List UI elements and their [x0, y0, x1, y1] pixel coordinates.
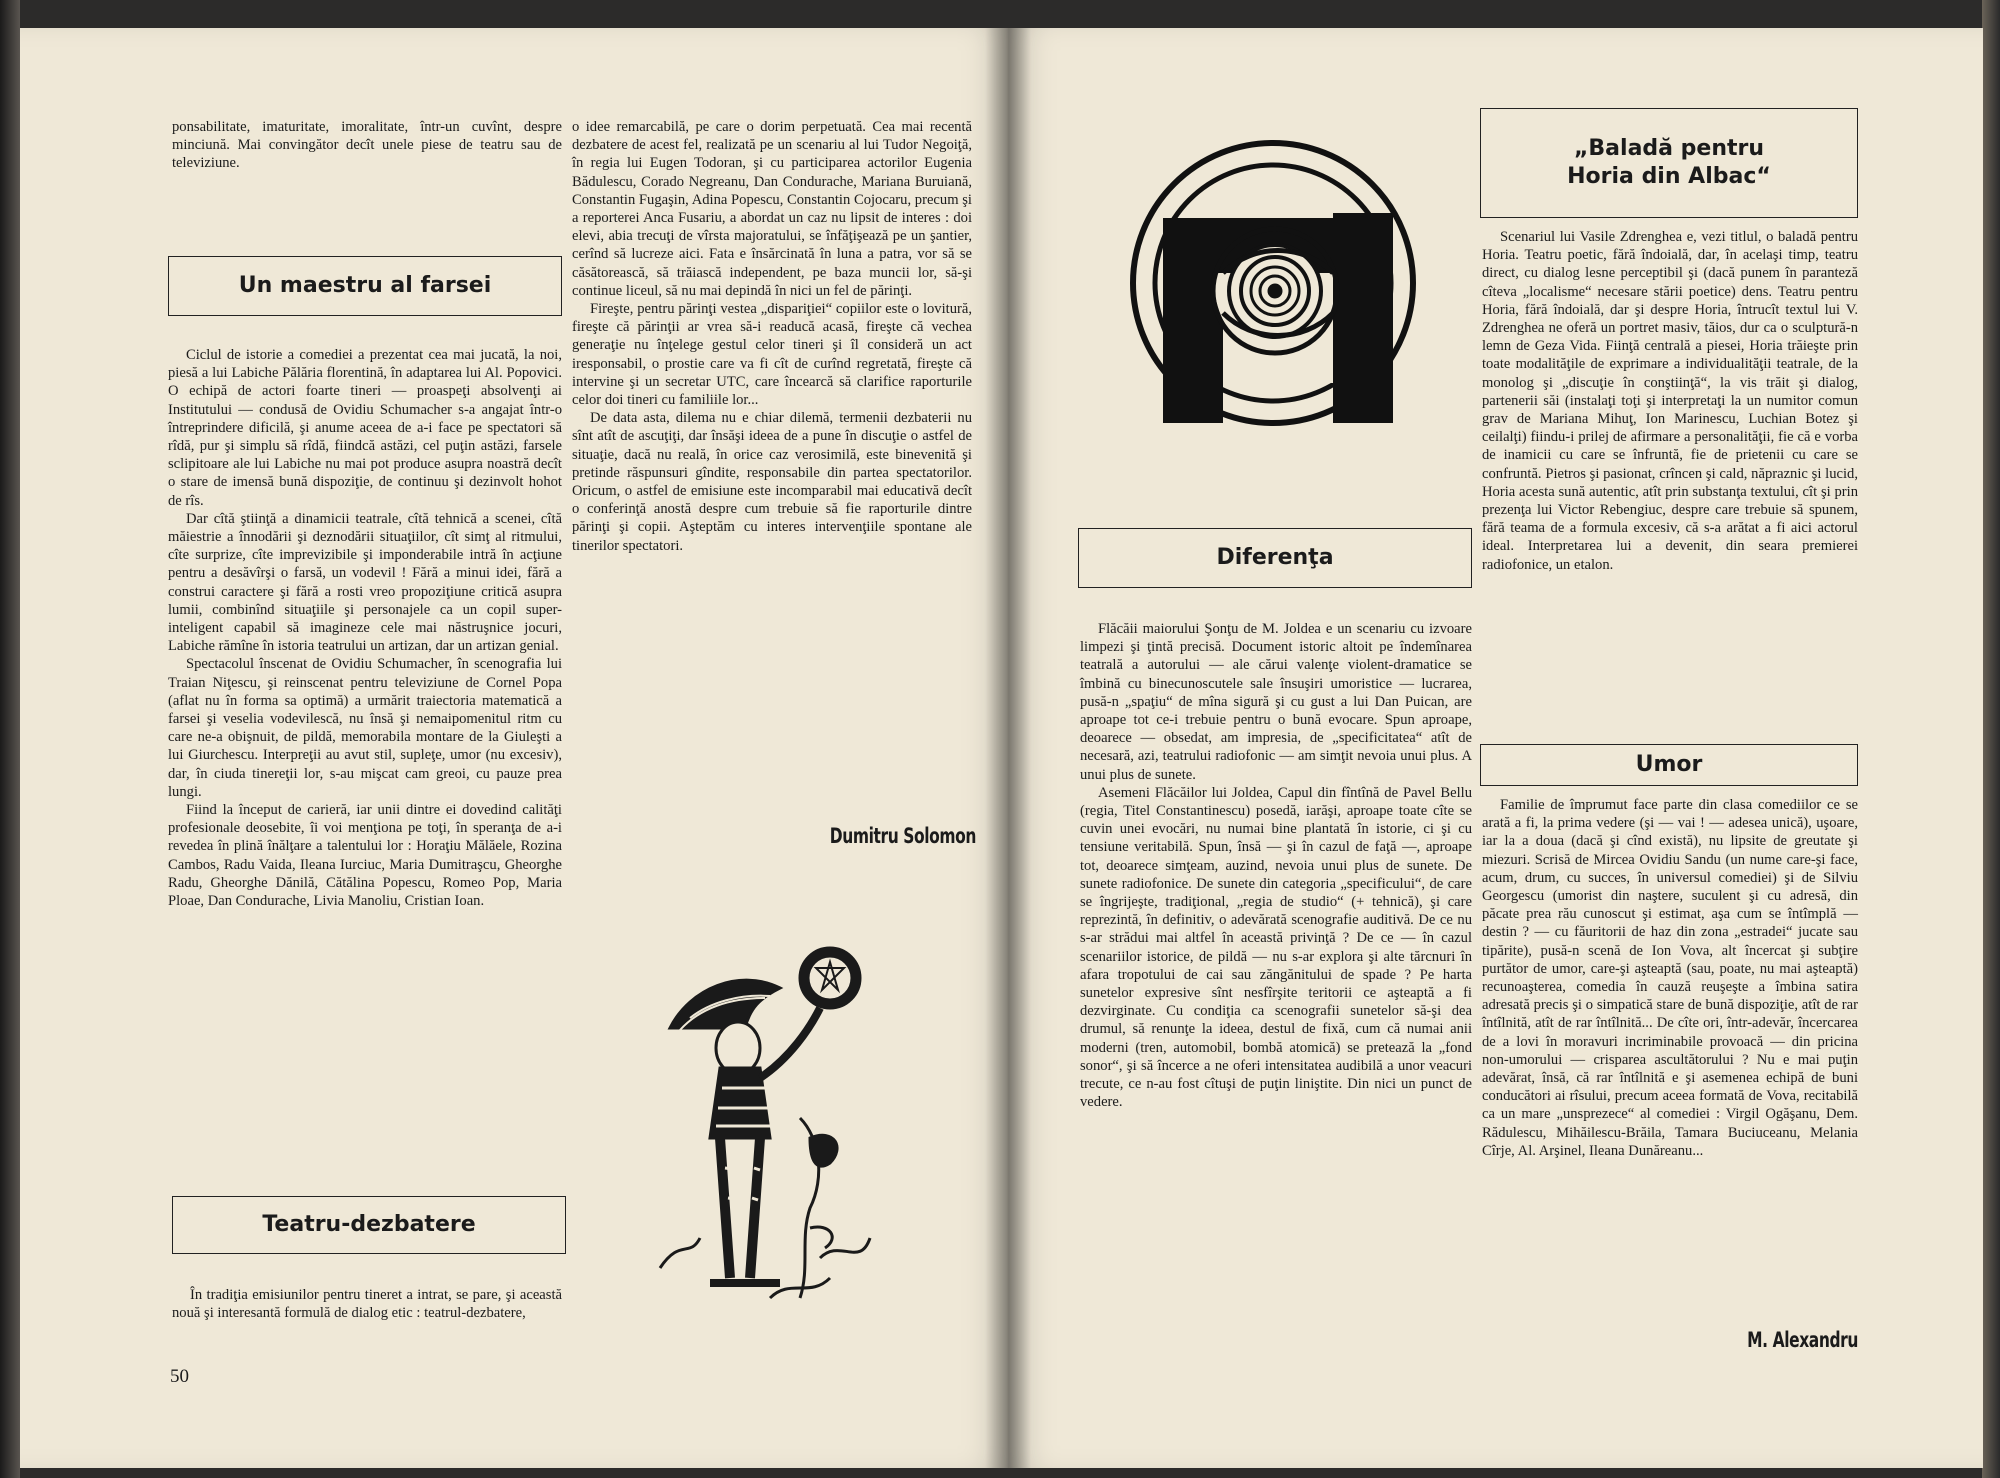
right-page	[1008, 28, 1983, 1468]
article-dezbatere-start	[172, 1286, 562, 1322]
umor-paragraph-1: Familie de împrumut face parte din clasa comediilor ce se arată a fi, la prima vedere (şi — vai ! — adesea unică), uşoare, iar la a doua (dacă şi cînd există), nu lipsite de greutate şi miezuri. Scrisă de Mircea Ovidiu Sandu (un nume care-şi face, acum, drum, cu succes, în universul comediei) şi de Silviu Georgescu (umorist din naştere, suculent şi cu adresă, din păcate prea rău cunoscut şi estimat, aşa cum se întîmplă — destin ? — cu făuritorii de haz din zona „estradei“ jucate sau tipărite), pusă-n scenă de Ion Vova, alt încercat şi subţire purtător de umor, care-şi aşteaptă (sau, poate, nu mai aşteaptă) recunoaşterea, comedia în cauză reuşeşte a îmbina satira adresată precis şi o simpatică stare de bună dispoziţie, atît de rar întîlnită, atît de rar întîlnită... De cîte ori, într-adevăr, încercarea de a lovi în moravuri incriminabile provoacă — din pricina non-umorului — crisparea ascultătorului ? Nu e mai puţin adevărat, însă, că rar întîlnită e şi asemenea echipă de buni conducători ai rîsului, precum aceea formată de Vova, recitabilă ca un mare „unsprezece“ al comediei : Virgil Ogăşanu, Dem. Rădulescu, Mihăilescu-Brăila, Tamara Buciuceanu, Melania Cîrje, Al. Arşinel, Ileana Dunăreanu...	[1482, 797, 1858, 1159]
carryover-text: ponsabilitate, imaturitate, imoralitate, într-un cuvînt, despre minciună. Mai convingător decît unele piese de teatru sau de televiziune.	[172, 119, 562, 172]
article-umor-body	[1482, 796, 1858, 1160]
balada-paragraph-1: Scenariul lui Vasile Zdrenghea e, vezi titlul, o baladă pentru Horia. Teatru poetic, fără îndoială, dar, în acelaşi timp, teatru direct, cu dialog lesne perceptibil şi (dacă punem în paranteză cîteva „localisme“ necesare stării poetice) dens. Teatru pentru Horia, fără îndoială, dar şi despre Horia, întrucît textul lui V. Zdrenghea ne oferă un portret masiv, tăios, dur ca o sculptură-n lemn de Geza Vida. Fiinţă centrală a piesei, Horia trăieşte prin toate modalităţile de exprimare a individualităţii teatrale, de la monolog şi „discuţie în conştiinţă“, la vis trăit şi dialog, partenerii săi (instalaţi toţi şi interpretaţi la un numitor comun grav de Mariana Mihuţ, Ion Marinescu, Luchian Botez şi ceilalţi) fiindu-i prilej de afirmare a personalităţii, fie că e vorba de inamicii cu care se înfruntă, fie de prietenii cu care se confruntă. Pietros şi pasionat, crîncen şi cald, năpraznic şi lucid, Horia acesta sună autentic, atît prin substanţa textului, cît şi prin prezenţa lui Victor Rebengiuc, despre care trebuie să spunem, fără teama de a formula excesiv, că s-a arătat a fi aici actorul ideal. Interpretarea lui a devenit, din seara premierei radiofonice, un etalon.	[1482, 229, 1858, 573]
farse-paragraph-2: Dar cîtă ştiinţă a dinamicii teatrale, cîtă tehnică a scenei, cîtă măiestrie a înnodării şi deznodării situaţiilor, cît simţ al ritmului, cîte surprize, cîte imprevizibile şi imponderabile intră în acţiune pentru a desăvîrşi o farsă, un vodevil ! Fără a minui idei, fără a construi caractere şi fără a rosti vreo propoziţiune critică asupra lumii, combinînd situaţiile şi personajele ca un copil super-inteligent capabil să imagineze cele mai năstruşnice jocuri, Labiche rămîne în istoria teatrului un artizan, dar un artizan genial.	[168, 510, 562, 655]
column-left-2	[572, 118, 972, 555]
book-edge-left	[0, 0, 20, 1478]
farse-paragraph-4: Fiind la început de carieră, iar unii dintre ei dovedind calităţi profesionale deosebite, îi voi menţiona pe toţi, în speranţa de a-i revedea în plină înălţare a talentului lor : Horaţiu Mălăele, Rozina Cambos, Radu Vaida, Ileana Iurciuc, Maria Dumitraşcu, Gheorghe Radu, Gheorghe Dănilă, Cătălina Popescu, Romeo Pop, Maria Ploae, Dan Condurache, Livia Manoliu, Cristian Ioan.	[168, 802, 562, 910]
author-dumitru-solomon: Dumitru Solomon	[829, 824, 976, 848]
article-diferenta-body	[1080, 620, 1472, 1111]
heading-un-maestru-al-farsei: Un maestru al farsei	[168, 256, 562, 316]
diferenta-paragraph-2: Asemeni Flăcăilor lui Joldea, Capul din fîntînă de Pavel Bellu (regia, Titel Constantinescu) posedă, iarăşi, aproape toate cîte se cuvin unei evocări, nu numai bine plantată în istorie, ci şi cu tensiune veritabilă. Spun, însă — şi în cazul de faţă —, aproape tot, deoarece simţeam, auzind, nevoia unui plus de sunete. De sunete radiofonice. De sunete din categoria „specificului“, de care se îngrijeşte, tradiţional, „regia de studio“ (+ tehnică), şi care reprezintă, în definitiv, o adevărată scenografie auditivă. De ce nu s-ar strădui mai altfel în această privinţă ? De ce — în cazul scenariilor istorice, de pildă — nu s-ar explora şi alte tărcnuri în afara tropotului de cai sau zăngănitului de spade ? Pe harta sunetelor expresive sînt nesfîrşite teritorii ce aşteaptă a fi dezvirginate. Cu condiţia ca scenografii sunetelor să-şi dea drumul, să renunţe la ideea, destul de fixă, cum că numai anii moderni (tren, automobil, bombă atomică) se pretează la „fond sonor“, şi să încerce a ne oferi intensitatea audibilă a unor veacuri trecute, ce n-au fost cîtuşi de puţin liniştite. Din nici un punct de vedere.	[1080, 784, 1472, 1111]
dezbatere-paragraph-3: Fireşte, pentru părinţi vestea „dispariţiei“ copiilor este o lovitură, fireşte că părinţii ar vrea să-i readucă acasă, fireşte că vechea generaţie nu înţelege gestul celor tineri şi îl consideră un act iresponsabil, o prostie care va fi cît de curînd regretată, fireşte că intervine şi un secretar UTC, care încearcă să clarifice raporturile celor doi tineri cu familiile lor...	[572, 301, 972, 409]
radio-theatre-emblem-icon	[1103, 123, 1433, 443]
farse-paragraph-3: Spectacolul înscenat de Ovidiu Schumacher, în scenografia lui Traian Niţescu, şi reinscenat pentru televiziune de Cornel Popa (aflat nu în forma sa optimă) a urmărit traiectoria matematică a farsei şi veselia vodevilescă, nu însă şi nemaipomenitul ritm cu care ne-a obişnuit, de pildă, memorabila montare de la Giuleşti a lui Giurchescu. Interpreţii au avut stil, supleţe, umor (nu excesiv), dar, în ciuda tinereţii lor, s-au mişcat cam greoi, cu pauze prea lungi.	[168, 656, 562, 800]
heading-umor: Umor	[1480, 744, 1858, 786]
heading-diferenta: Diferenţa	[1078, 528, 1472, 588]
author-m-alexandru: M. Alexandru	[1747, 1328, 1858, 1352]
article-balada-body	[1482, 228, 1858, 574]
article-farse-body	[168, 346, 562, 910]
dezbatere-paragraph-1: În tradiţia emisiunilor pentru tineret a intrat, se pare, şi această nouă şi interesantă formulă de dialog etic : teatrul-dezbatere,	[172, 1287, 562, 1322]
page-number: 50	[170, 1366, 189, 1387]
heading-balada-pentru-horia	[1480, 108, 1858, 218]
dezbatere-paragraph-4: De data asta, dilema nu e chiar dilemă, termenii dezbaterii nu sînt atît de ascuţiţi, dar însăşi ideea de a pune în discuţie o astfel de situaţie, dacă nu reală, în orice caz verosimilă, este binevenită şi pretinde răspunsuri gîndite, responsabile din partea spectatorilor. Oricum, o astfel de emisiune este incomparabil mai educativă decît o conferinţă anostă despre cum trebuie să fie raporturile dintre părinţi şi copii. Aşteptăm cu interes intervenţiile spontane ale tinerilor spectatori.	[572, 410, 972, 554]
left-page	[20, 28, 1010, 1468]
heading-teatru-dezbatere: Teatru-dezbatere	[172, 1196, 566, 1254]
book-gutter	[985, 28, 1031, 1468]
balada-title-line-1: „Baladă pentru	[1573, 136, 1765, 161]
farse-paragraph-1: Ciclul de istorie a comediei a prezentat cea mai jucată, la noi, piesă a lui Labiche Pălăria florentină, în adaptarea lui Al. Popovici. O echipă de actori foarte tineri — proaspeţi absolvenţi ai Institutului — condusă de Ovidiu Schumacher s-a angajat într-o întreprindere dificilă, şi anume aceea de a-i face pe spectatori să rîdă, pur şi simplu să rîdă, fiindcă astăzi, cel puţin astăzi, farsele sclipitoare ale lui Labiche nu mai pot produce asupra noastră decît o stare de imensă bună dispoziţie, de continuu şi dezinvolt hohot de rîs.	[168, 347, 562, 509]
book-edge-right	[1982, 0, 2000, 1478]
diferenta-paragraph-1: Flăcăii maiorului Şonţu de M. Joldea e un scenariu cu izvoare limpezi şi ţintă precisă. Document istoric altoit pe îndemînarea teatrală a autorului — ale cărui valenţe violent-dramatice se îmbină cu binecunoscutele sale însuşiri umoristice — lucrarea, pusă-n „spaţiu“ de mîna sigură şi cu gust a lui Dan Puican, are aproape tot ce-i trebuie pentru o bună evocare. Spun aproape, deoarece — obsedat, am impresia, de „specificitatea“ atît de necesară, azi, teatrului radiofonic — am simţit nevoia unui plus. A unui plus de sunete.	[1080, 621, 1472, 783]
dezbatere-paragraph-2: o idee remarcabilă, pe care o dorim perpetuată. Cea mai recentă dezbatere de acest fel, realizată pe un scenariu al lui Tudor Negoiţă, în regia lui Eugen Todoran, şi cu participarea actorilor Eugenia Bădulescu, Corado Negreanu, Dan Condurache, Mariana Buruiană, Constantin Fugaşin, Adina Popescu, Constantin Cojocaru, precum şi a reporterei Anca Fusariu, a abordat un caz nu lipsit de interes : doi elevi, abia trecuţi de vîrsta majoratului, se înfăţişează pe un şantier, cerînd să lucreze aici. Fata e însărcinată în luna a patra, vor să se căsătorească, să trăiască independent, pe baza muncii lor, să-şi continue liceul, să nu mai depindă în nici un fel de părinţi.	[572, 119, 972, 299]
column-left-1	[172, 118, 562, 173]
balada-title-line-2: Horia din Albac“	[1567, 164, 1771, 189]
woodcut-jester-icon	[650, 938, 880, 1308]
